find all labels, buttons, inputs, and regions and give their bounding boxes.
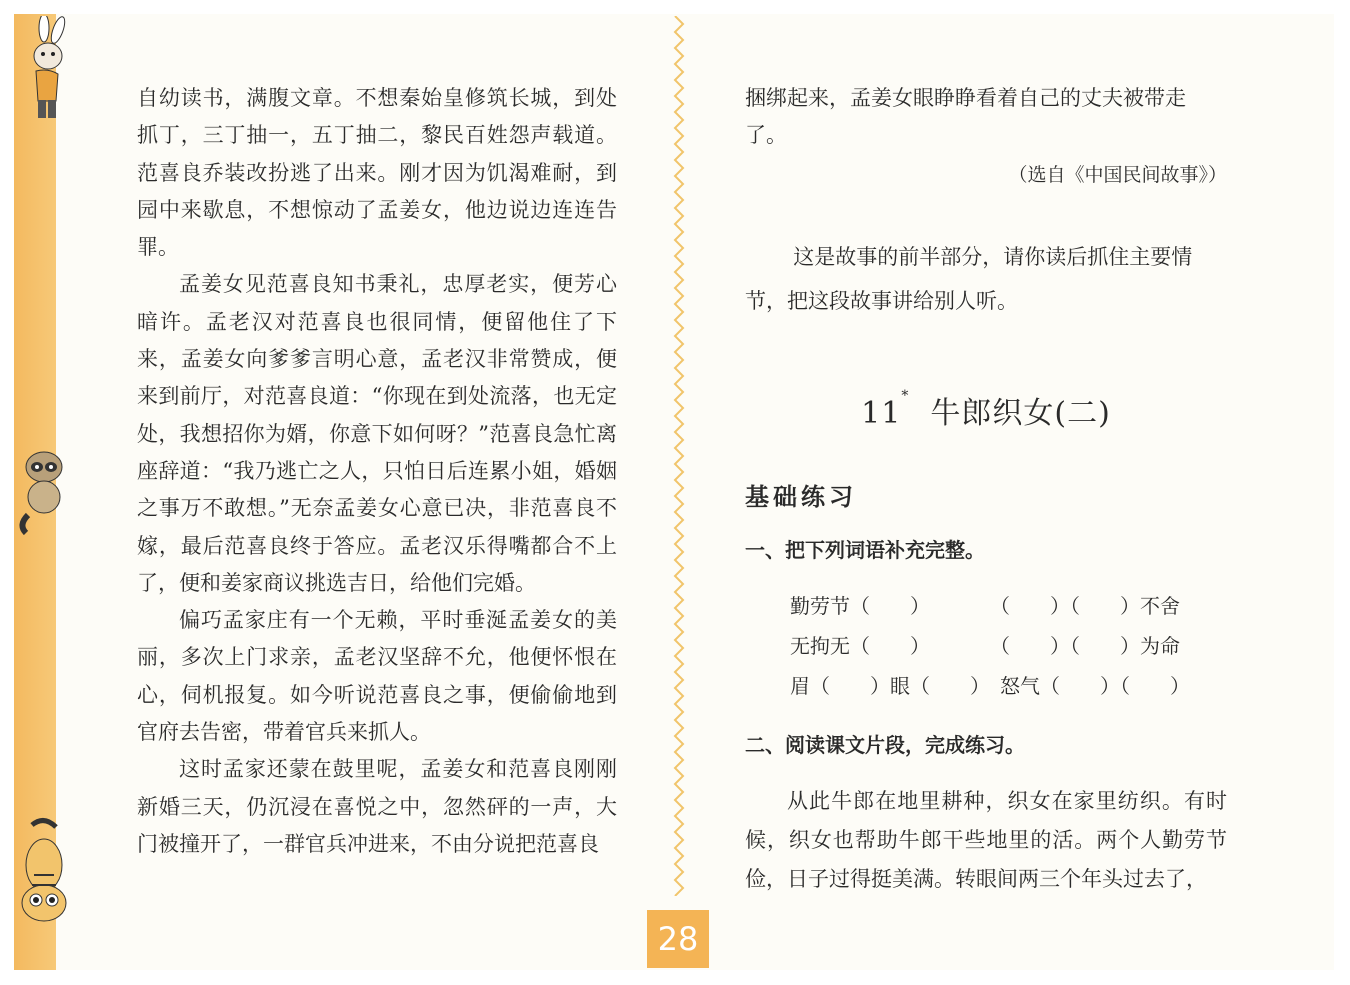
story-paragraph: 这时孟家还蒙在鼓里呢，孟姜女和范喜良刚刚新婚三天，仍沉浸在喜悦之中，忽然砰的一声，大门被撞开了，一群官兵冲进来，不由分说把范喜良 (137, 757, 617, 856)
section-title: 基础练习 (745, 483, 857, 511)
raccoon-mascot-icon (14, 445, 74, 535)
story-paragraph: 孟姜女见范喜良知书秉礼，忠厚老实，便芳心暗许。孟老汉对范喜良也很同情，便留他住了下来，孟姜女向爹爹言明心意，孟老汉非常赞成，便来到前厅，对范喜良道：“你现在到处流落，也无定处，我想招你为婿，你意下如何呀？”范喜良急忙离座辞道：“我乃逃亡之人，只怕日后连累小姐，婚姻之事万不敢想。”无奈孟姜女心意已决，非范喜良不嫁，最后范喜良终于答应。孟老汉乐得嘴都合不上了，便和姜家商议挑选吉日，给他们完婚。 (137, 272, 617, 595)
rabbit-mascot-icon (14, 16, 74, 126)
fill-blank-item: 怒气（ ）（ ） (1000, 674, 1190, 698)
page-divider (672, 16, 686, 896)
fill-blank-item: 眉（ ）眼（ ） (790, 674, 990, 698)
tiger-mascot-icon (14, 815, 74, 935)
left-story-text (137, 80, 617, 863)
reading-passage: 从此牛郎在地里耕种，织女在家里纺织。有时候，织女也帮助牛郎干些地里的活。两个人勤劳节俭，日子过得挺美满。转眼间两三个年头过去了， (745, 789, 1227, 891)
lesson-number: 11 (861, 396, 902, 431)
page-number: 28 (647, 910, 709, 968)
story-paragraph: 偏巧孟家庄有一个无赖，平时垂涎孟姜女的美丽，多次上门求亲，孟老汉坚辞不允，他便怀恨在心，伺机报复。如今听说范喜良之事，便偷偷地到官府去告密，带着官兵来抓人。 (137, 608, 617, 745)
fill-blank-item: 勤劳节（ ） (790, 594, 930, 618)
question-2-title: 二、阅读课文片段，完成练习。 (745, 733, 1025, 757)
story-source: （选自《中国民间故事》） (1008, 164, 1227, 186)
lesson-mark: * (901, 388, 910, 404)
question-1-title: 一、把下列词语补充完整。 (745, 538, 985, 562)
story-continuation: 捆绑起来，孟姜女眼睁睁看着自己的丈夫被带走了。 (745, 86, 1186, 147)
fill-blank-item: （ ）（ ）不舍 (990, 594, 1180, 618)
lesson-heading (745, 388, 1227, 432)
story-paragraph: 自幼读书，满腹文章。不想秦始皇修筑长城，到处抓丁，三丁抽一，五丁抽二，黎民百姓怨声载道。范喜良乔装改扮逃了出来。刚才因为饥渴难耐，到园中来歇息，不想惊动了孟姜女，他边说边连连告罪。 (137, 86, 617, 260)
lesson-title: 牛郎织女(二) (930, 396, 1111, 431)
reading-instruction: 这是故事的前半部分，请你读后抓住主要情节，把这段故事讲给别人听。 (745, 245, 1193, 313)
fill-blank-item: （ ）（ ）为命 (990, 634, 1180, 658)
fill-blank-item: 无拘无（ ） (790, 634, 930, 658)
